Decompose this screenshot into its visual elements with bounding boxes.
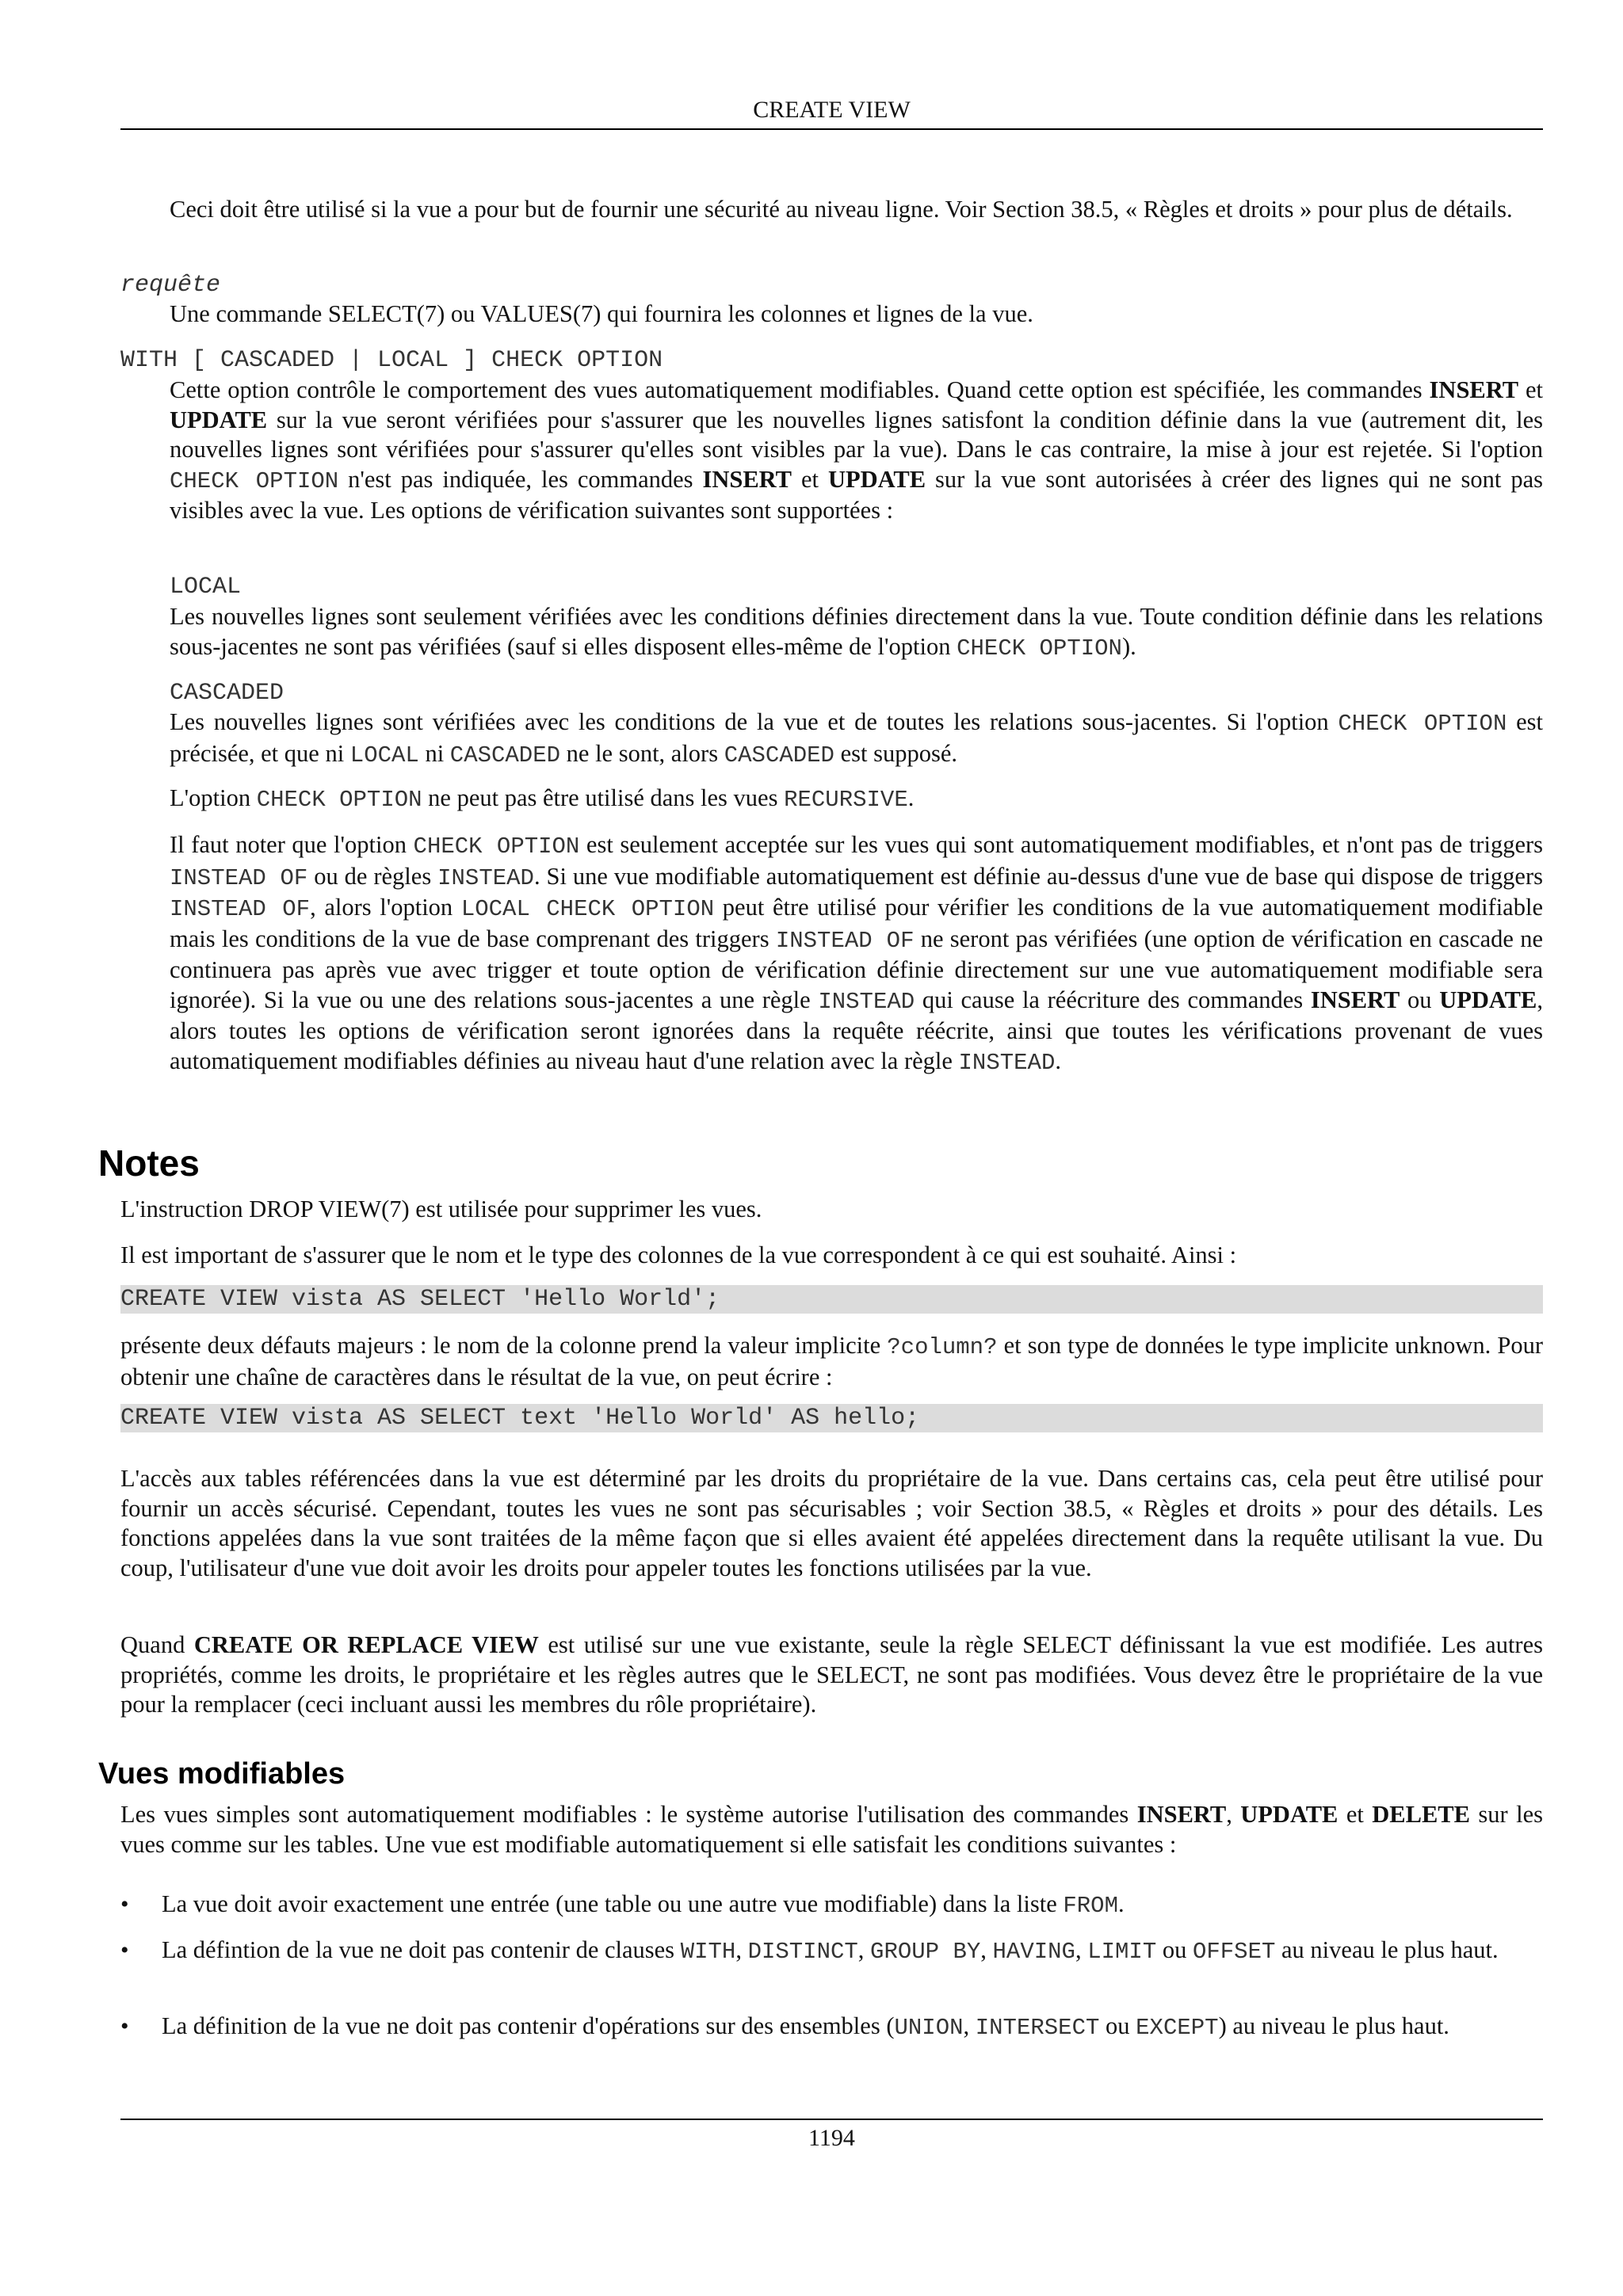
vues-modifiables-heading: Vues modifiables (98, 1757, 346, 1791)
list-item: La défintion de la vue ne doit pas contenir de clauses WITH, DISTINCT, GROUP BY, HAVING, LIMIT ou OFFSET au niveau le plus haut. (162, 1936, 1499, 1965)
term-requete: requête (120, 272, 221, 299)
term-with-check-option: WITH [ CASCADED | LOCAL ] CHECK OPTION (120, 347, 663, 374)
footer-rule (120, 2119, 1543, 2120)
notes-heading: Notes (98, 1142, 200, 1184)
code-block-2: CREATE VIEW vista AS SELECT text 'Hello World' AS hello; (120, 1404, 1543, 1432)
replace-paragraph: Quand CREATE OR REPLACE VIEW est utilisé sur une vue existante, seule la règle SELECT définissant la vue est modifiée. Les autres propriétés, comme les droits, le propriétaire et les règles autres que le SELECT, ne sont pas modifiées. Vous devez être le propriétaire de la vue pour la remplacer (ceci incluant aussi les membres du rôle propriétaire). (120, 1631, 1543, 1718)
term-cascaded: CASCADED (170, 680, 285, 707)
term-local: LOCAL (170, 574, 242, 601)
requete-description: Une commande SELECT(7) ou VALUES(7) qui fournira les colonnes et lignes de la vue. (170, 300, 1033, 327)
header-rule (120, 128, 1543, 130)
running-header: CREATE VIEW (753, 97, 911, 123)
list-item: La définition de la vue ne doit pas contenir d'opérations sur des ensembles (UNION, INTERSECT ou EXCEPT) au niveau le plus haut. (162, 2012, 1449, 2041)
page-number: 1194 (808, 2125, 855, 2151)
defauts-paragraph: présente deux défauts majeurs : le nom de la colonne prend la valeur implicite ?column? et son type de données le type implicite unknown. Pour obtenir une chaîne de caractères dans le résultat de la vue, on peut écrire : (120, 1332, 1543, 1390)
important-paragraph: Il est important de s'assurer que le nom et le type des colonnes de la vue correspondent à ce qui est souhaité. Ainsi : (120, 1241, 1237, 1268)
vues-intro-paragraph: Les vues simples sont automatiquement modifiables : le système autorise l'utilisation des commandes INSERT, UPDATE et DELETE sur les vues comme sur les tables. Une vue est modifiable automatiquement si elle satisfait les conditions suivantes : (120, 1801, 1543, 1858)
drop-view-paragraph: L'instruction DROP VIEW(7) est utilisée pour supprimer les vues. (120, 1196, 762, 1222)
recursive-note: L'option CHECK OPTION ne peut pas être utilisé dans les vues RECURSIVE. (170, 784, 915, 813)
code-block-1: CREATE VIEW vista AS SELECT 'Hello World'; (120, 1285, 1543, 1314)
instead-note: Il faut noter que l'option CHECK OPTION est seulement acceptée sur les vues qui sont automatiquement modifiables, et n'ont pas de triggers INSTEAD OF ou de règles INSTEAD. Si une vue modifiable automatiquement est définie au-dessus d'une vue de base qui dispose de triggers INSTEAD OF, alors l'option LOCAL CHECK OPTION peut être utilisé pour vérifier les conditions de la vue automatiquement modifiable mais les conditions de la vue de base comprenant des triggers INSTEAD OF ne seront pas vérifiées (une option de vérification en cascade ne continuera pas après vue avec trigger et toute option de vérification définie directement sur une vue automatiquement modifiable sera ignorée). Si la vue ou une des relations sous-jacentes a une règle INSTEAD qui cause la réécriture des commandes INSERT ou UPDATE, alors toutes les options de vérification seront ignorées dans la requête réécrite, ainsi que toutes les vérifications provenant de vues automatiquement modifiables définies au niveau haut d'une relation avec la règle INSTEAD. (170, 831, 1544, 1076)
acces-paragraph: L'accès aux tables référencées dans la vue est déterminé par les droits du propriétaire de la vue. Dans certains cas, cela peut être utilisé pour fournir un accès sécurisé. Cependant, toutes les vues ne sont pas sécurisables ; voir Section 38.5, « Règles et droits » pour des détails. Les fonctions appelées dans la vue sont traitées de la même façon que si elles avaient été appelées directement dans la requête utilisant la vue. Du coup, l'utilisateur d'une vue doit avoir les droits pour appeler toutes les fonctions utilisées par la vue. (120, 1465, 1543, 1581)
bullet-2: • (120, 1937, 129, 1963)
bullet-3: • (120, 2013, 129, 2039)
bullet-1: • (120, 1891, 129, 1917)
list-item: La vue doit avoir exactement une entrée (une table ou une autre vue modifiable) dans la liste FROM. (162, 1890, 1125, 1919)
with-check-description: Cette option contrôle le comportement des vues automatiquement modifiables. Quand cette option est spécifiée, les commandes INSERT et UPDATE sur la vue seront vérifiées pour s'assurer que les nouvelles lignes satisfont la condition définie dans la vue (autrement dit, les nouvelles lignes sont vérifiées pour s'assurer qu'elles sont visibles par la vue). Dans le cas contraire, la mise à jour est rejetée. Si l'option CHECK OPTION n'est pas indiquée, les commandes INSERT et UPDATE sur la vue sont autorisées à créer des lignes qui ne sont pas visibles avec la vue. Les options de vérification suivantes sont supportées : (170, 376, 1544, 524)
local-description: Les nouvelles lignes sont seulement vérifiées avec les conditions définies directement dans la vue. Toute condition définie dans les relations sous-jacentes ne sont pas vérifiées (sauf si elles disposent elles-même de l'option CHECK OPTION). (170, 603, 1543, 662)
security-paragraph: Ceci doit être utilisé si la vue a pour but de fournir une sécurité au niveau ligne. Voir Section 38.5, « Règles et droits » pour plus de détails. (170, 196, 1513, 223)
cascaded-description: Les nouvelles lignes sont vérifiées avec les conditions de la vue et de toutes les relations sous-jacentes. Si l'option CHECK OPTION est précisée, et que ni LOCAL ni CASCADED ne le sont, alors CASCADED est supposé. (170, 708, 1543, 769)
